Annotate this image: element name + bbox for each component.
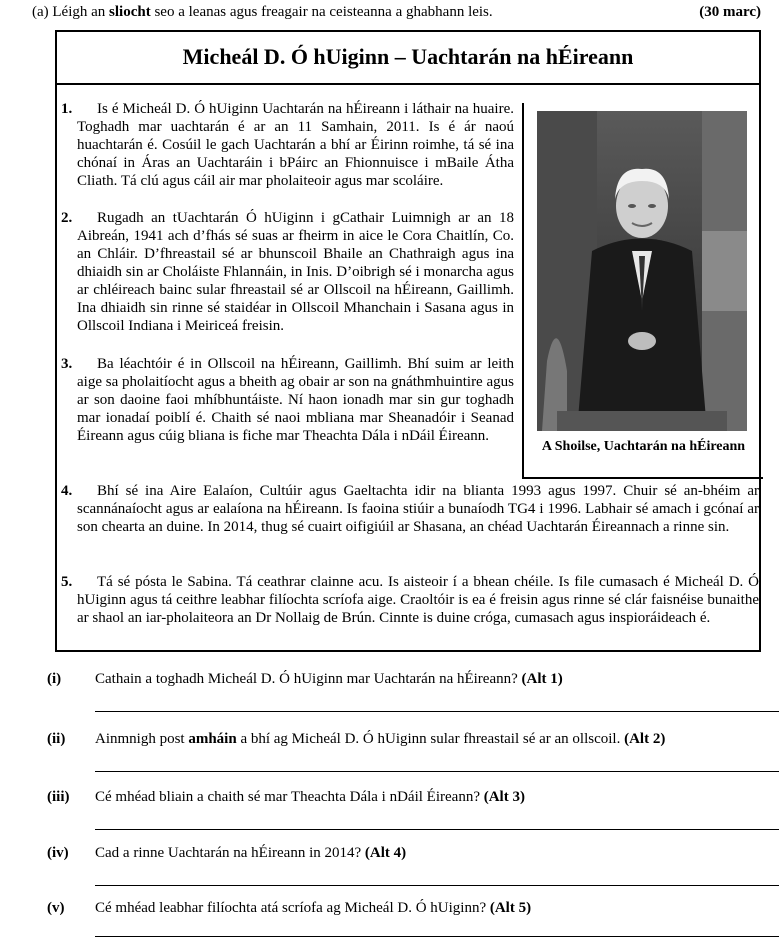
photo-frame — [522, 103, 763, 479]
answer-line[interactable] — [95, 711, 779, 712]
answer-line[interactable] — [95, 885, 779, 886]
instruction: (a) Léigh an sliocht seo a leanas agus freagair na ceisteanna a ghabhann leis. — [32, 4, 493, 20]
marks-label: (30 marc) — [699, 4, 761, 20]
photo-caption: A Shoilse, Uachtarán na hÉireann — [541, 439, 746, 454]
portrait-illustration — [537, 111, 747, 431]
passage-title: Micheál D. Ó hUiginn – Uachtarán na hÉireann — [57, 32, 759, 85]
paragraph-4: 4. Bhí sé ina Aire Ealaíon, Cultúir agus Gaeltachta idir na blianta 1993 agus 1997. Chuir sé an-bhéim ar scannánaíocht agus ar ealaíona na hÉireann. Is faoina stiúir a bunaíodh TG4 i 1996. Labhair sé amach i gcónaí ar son chearta an duine. In 2014, thug sé cuairt oifigiúil ar Shasana, an chéad Uachtarán Éireannach a rinne sin. — [61, 483, 759, 535]
section-header — [32, 4, 761, 24]
passage-box — [55, 30, 761, 652]
portrait-photo — [537, 111, 747, 431]
paragraph-3: 3. Ba léachtóir é in Ollscoil na hÉireann, Gaillimh. Bhí suim ar leith aige sa pholaitíocht agus a bheith ag obair ar son na gnáthmhuintire agus ar son daoine faoi mhíbhuntáiste. Ní haon ionadh mar sin gur toghadh mar ionadaí poiblí é. Chaith sé naoi mbliana mar Sheanadóir i Seanad Éireann agus cúig bliana is fiche mar Theachta Dála i nDáil Éireann. — [61, 356, 514, 444]
answer-line[interactable] — [95, 936, 779, 937]
answer-line[interactable] — [95, 771, 779, 772]
paragraph-5: 5. Tá sé pósta le Sabina. Tá ceathrar clainne acu. Is aisteoir í a bhean chéile. Is file cumasach é Micheál D. Ó hUiginn agus tá ceithre leabhar filíochta scríofa aige. Craoltóir is ea é freisin agus rinne sé clár faisnéise bunaithe ar shaol an iar-pholaiteora an Dr Nollaig de Brún. Cinnte is duine cróga, cumasach agus inspioráideach é. — [61, 574, 759, 626]
answer-line[interactable] — [95, 829, 779, 830]
paragraph-1: 1. Is é Micheál D. Ó hUiginn Uachtarán na hÉireann i láthair na huaire. Toghadh mar uachtarán é ar an 11 Samhain, 2011. Is é ár naoú huachtarán é. Cosúil le gach Uachtarán a bhí ar Éirinn roimhe, tá sé ina chónaí in Áras an Uachtaráin i bPáirc an Fhionnuisce i mBaile Átha Cliath. Tá clú agus cáil air mar pholaiteoir agus mar scoláire. — [61, 101, 514, 189]
paragraph-2: 2. Rugadh an tUachtarán Ó hUiginn i gCathair Luimnigh ar an 18 Aibreán, 1941 ach d’fhás sé suas ar fheirm in aice le Cora Chaitlín, Co. an Chláir. D’fhreastail sé ar bhunscoil Bhaile an Chathraigh agus ina dhiaidh sin ar Choláiste Fhlannáin, in Inis. D’oibrigh sé i monarcha agus ar chléireach bainc sular fhreastail sé ar Ollscoil na hÉireann, Gaillimh. Ina dhiaidh sin rinne sé staidéar in Ollscoil Mhanchain i Sasana agus in Ollscoil Indiana i Meiriceá freisin. — [61, 210, 514, 334]
